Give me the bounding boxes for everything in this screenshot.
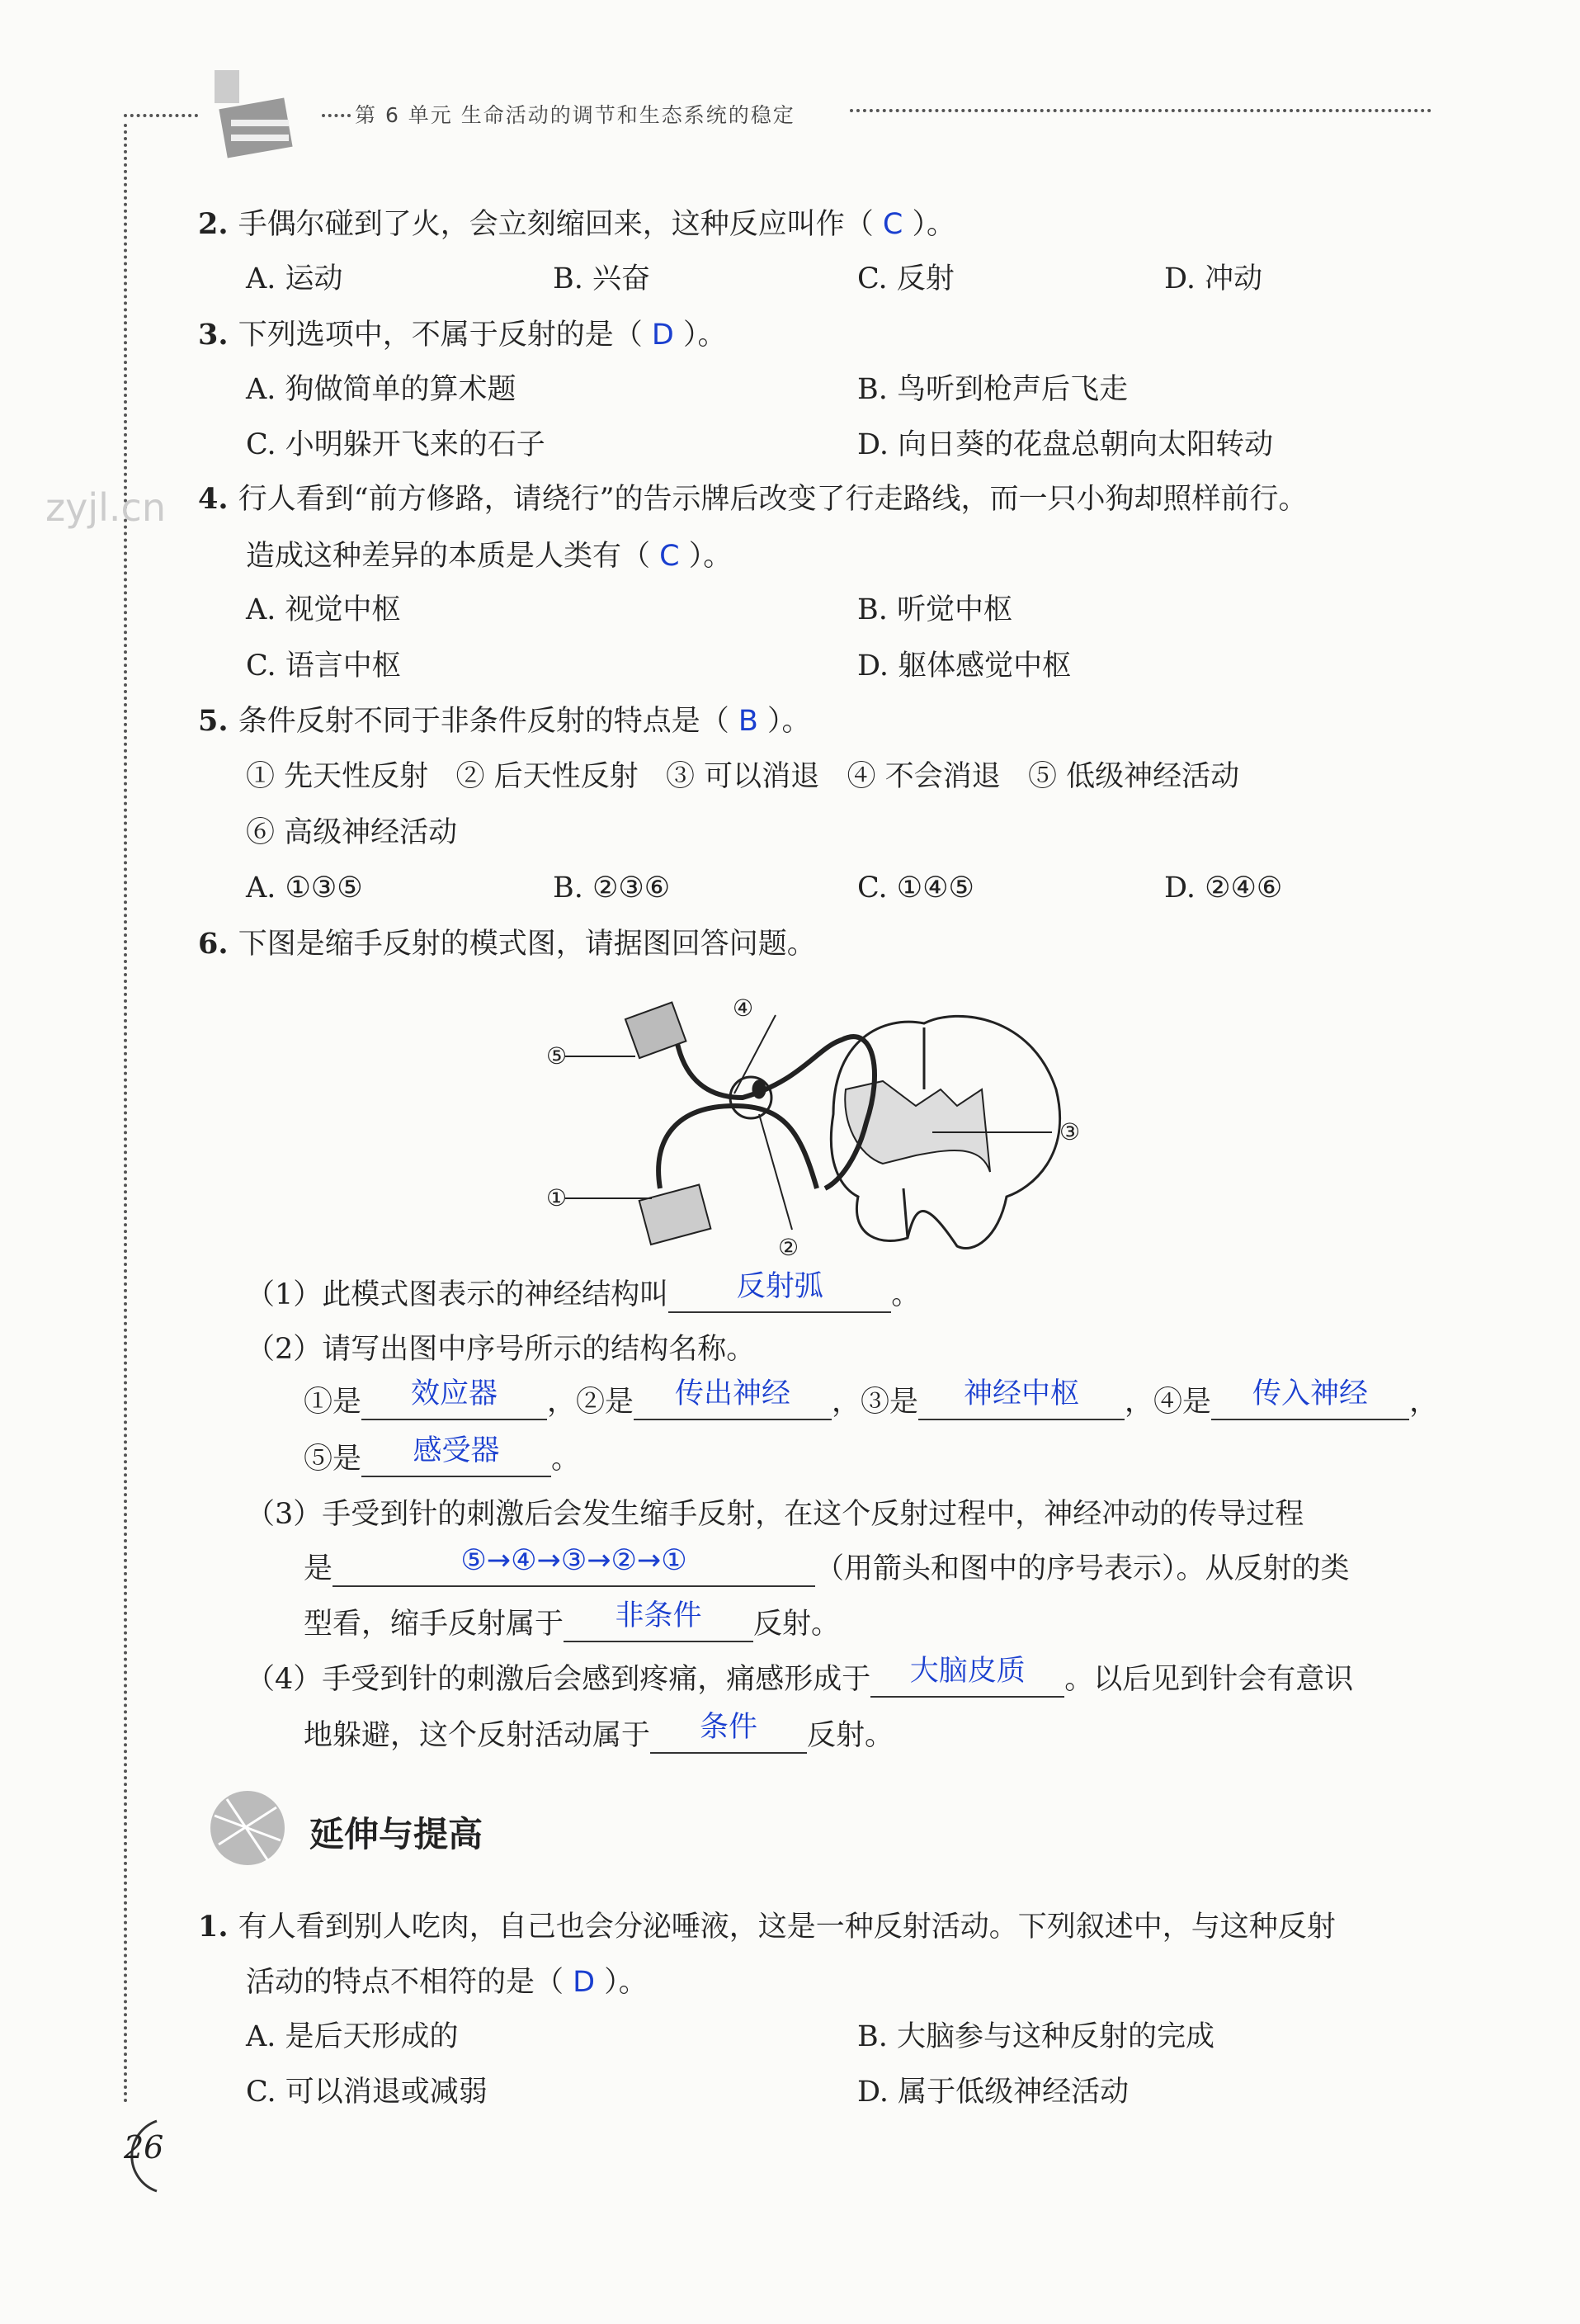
answer: C [882, 208, 903, 241]
page-number: 26 [124, 2129, 164, 2166]
label-1: ① [546, 1184, 568, 1212]
subquestion-2-answers: ①是 效应器 ，②是 传出神经 ，③是 神经中枢 ，④是 传入神经 ， [304, 1377, 1439, 1419]
option-c: C. 反射 [857, 262, 955, 295]
label-3: ③ [1059, 1118, 1081, 1145]
question-6: 6. 下图是缩手反射的模式图，请据图回答问题。 [198, 927, 816, 961]
statement-list: ⑥ 高级神经活动 [246, 816, 458, 849]
subquestion-3-line2: 是 ⑤→④→③→②→① （用箭头和图中的序号表示）。从反射的类 [304, 1544, 1350, 1585]
subquestion-3: （3）手受到针的刺激后会发生缩手反射，在这个反射过程中，神经冲动的传导过程 [246, 1498, 1304, 1531]
reflex-arc-diagram [528, 990, 1089, 1263]
subquestion-2: （2）请写出图中序号所示的结构名称。 [246, 1333, 756, 1366]
option-a: A. 运动 [246, 262, 343, 295]
option-b: B. 听觉中枢 [857, 593, 1012, 626]
subquestion-4-line2: 地躲避，这个反射活动属于 条件 反射。 [304, 1711, 894, 1752]
question-4: 4. 行人看到“前方修路，请绕行”的告示牌后改变了行走路线，而一只小狗却照样前行。 [198, 482, 1308, 516]
label-2: ② [778, 1234, 799, 1261]
subquestion-3-line3: 型看，缩手反射属于 非条件 反射。 [304, 1599, 841, 1641]
question-2: 2. 手偶尔碰到了火，会立刻缩回来，这种反应叫作（ C ）。 [198, 207, 955, 241]
unit-header: 第 6 单元 生命活动的调节和生态系统的稳定 [355, 103, 795, 127]
header-books-icon [198, 62, 309, 169]
option-c: C. 小明躲开飞来的石子 [246, 428, 545, 461]
option-d: D. 属于低级神经活动 [857, 2076, 1130, 2109]
option-a: A. 视觉中枢 [246, 593, 401, 626]
extension-question-1: 1. 有人看到别人吃肉，自己也会分泌唾液，这是一种反射活动。下列叙述中，与这种反射 [198, 1910, 1336, 1944]
option-b: B. 大脑参与这种反射的完成 [857, 2020, 1214, 2053]
header-rule [850, 109, 1431, 112]
option-d: D. ②④⑥ [1164, 872, 1283, 905]
watermark: zyjl.cn [45, 485, 166, 530]
option-c: C. 语言中枢 [246, 649, 401, 683]
subquestion-2-answers-2: ⑤是 感受器 。 [304, 1434, 581, 1476]
label-5: ⑤ [546, 1042, 568, 1070]
option-a: A. 狗做简单的算术题 [246, 373, 516, 406]
label-4: ④ [733, 994, 754, 1022]
option-d: D. 躯体感觉中枢 [857, 649, 1072, 683]
option-d: D. 向日葵的花盘总朝向太阳转动 [857, 428, 1274, 461]
extension-question-1-line2: 活动的特点不相符的是（ D ）。 [246, 1966, 648, 1999]
question-3: 3. 下列选项中，不属于反射的是（ D ）。 [198, 318, 727, 352]
question-5: 5. 条件反射不同于非条件反射的特点是（ B ）。 [198, 704, 811, 738]
option-b: B. ②③⑥ [553, 872, 671, 905]
subquestion-4: （4）手受到针的刺激后会感到疼痛，痛感形成于 大脑皮质 。以后见到针会有意识 [246, 1655, 1354, 1696]
question-4-line2: 造成这种差异的本质是人类有（ C ）。 [246, 540, 733, 573]
option-b: B. 兴奋 [553, 262, 650, 295]
section-globe-icon [202, 1783, 293, 1873]
subquestion-1: （1）此模式图表示的神经结构叫 反射弧 。 [246, 1270, 921, 1311]
option-c: C. ①④⑤ [857, 872, 974, 905]
option-a: A. ①③⑤ [246, 872, 363, 905]
option-b: B. 鸟听到枪声后飞走 [857, 373, 1128, 406]
section-title: 延伸与提高 [309, 1814, 483, 1854]
header-rule [322, 114, 351, 117]
statement-list: ① 先天性反射 ② 后天性反射 ③ 可以消退 ④ 不会消退 ⑤ 低级神经活动 [246, 760, 1240, 793]
header-rule [124, 114, 198, 117]
option-c: C. 可以消退或减弱 [246, 2076, 488, 2109]
option-a: A. 是后天形成的 [246, 2020, 459, 2053]
margin-rule [124, 124, 127, 2104]
option-d: D. 冲动 [1164, 262, 1263, 295]
